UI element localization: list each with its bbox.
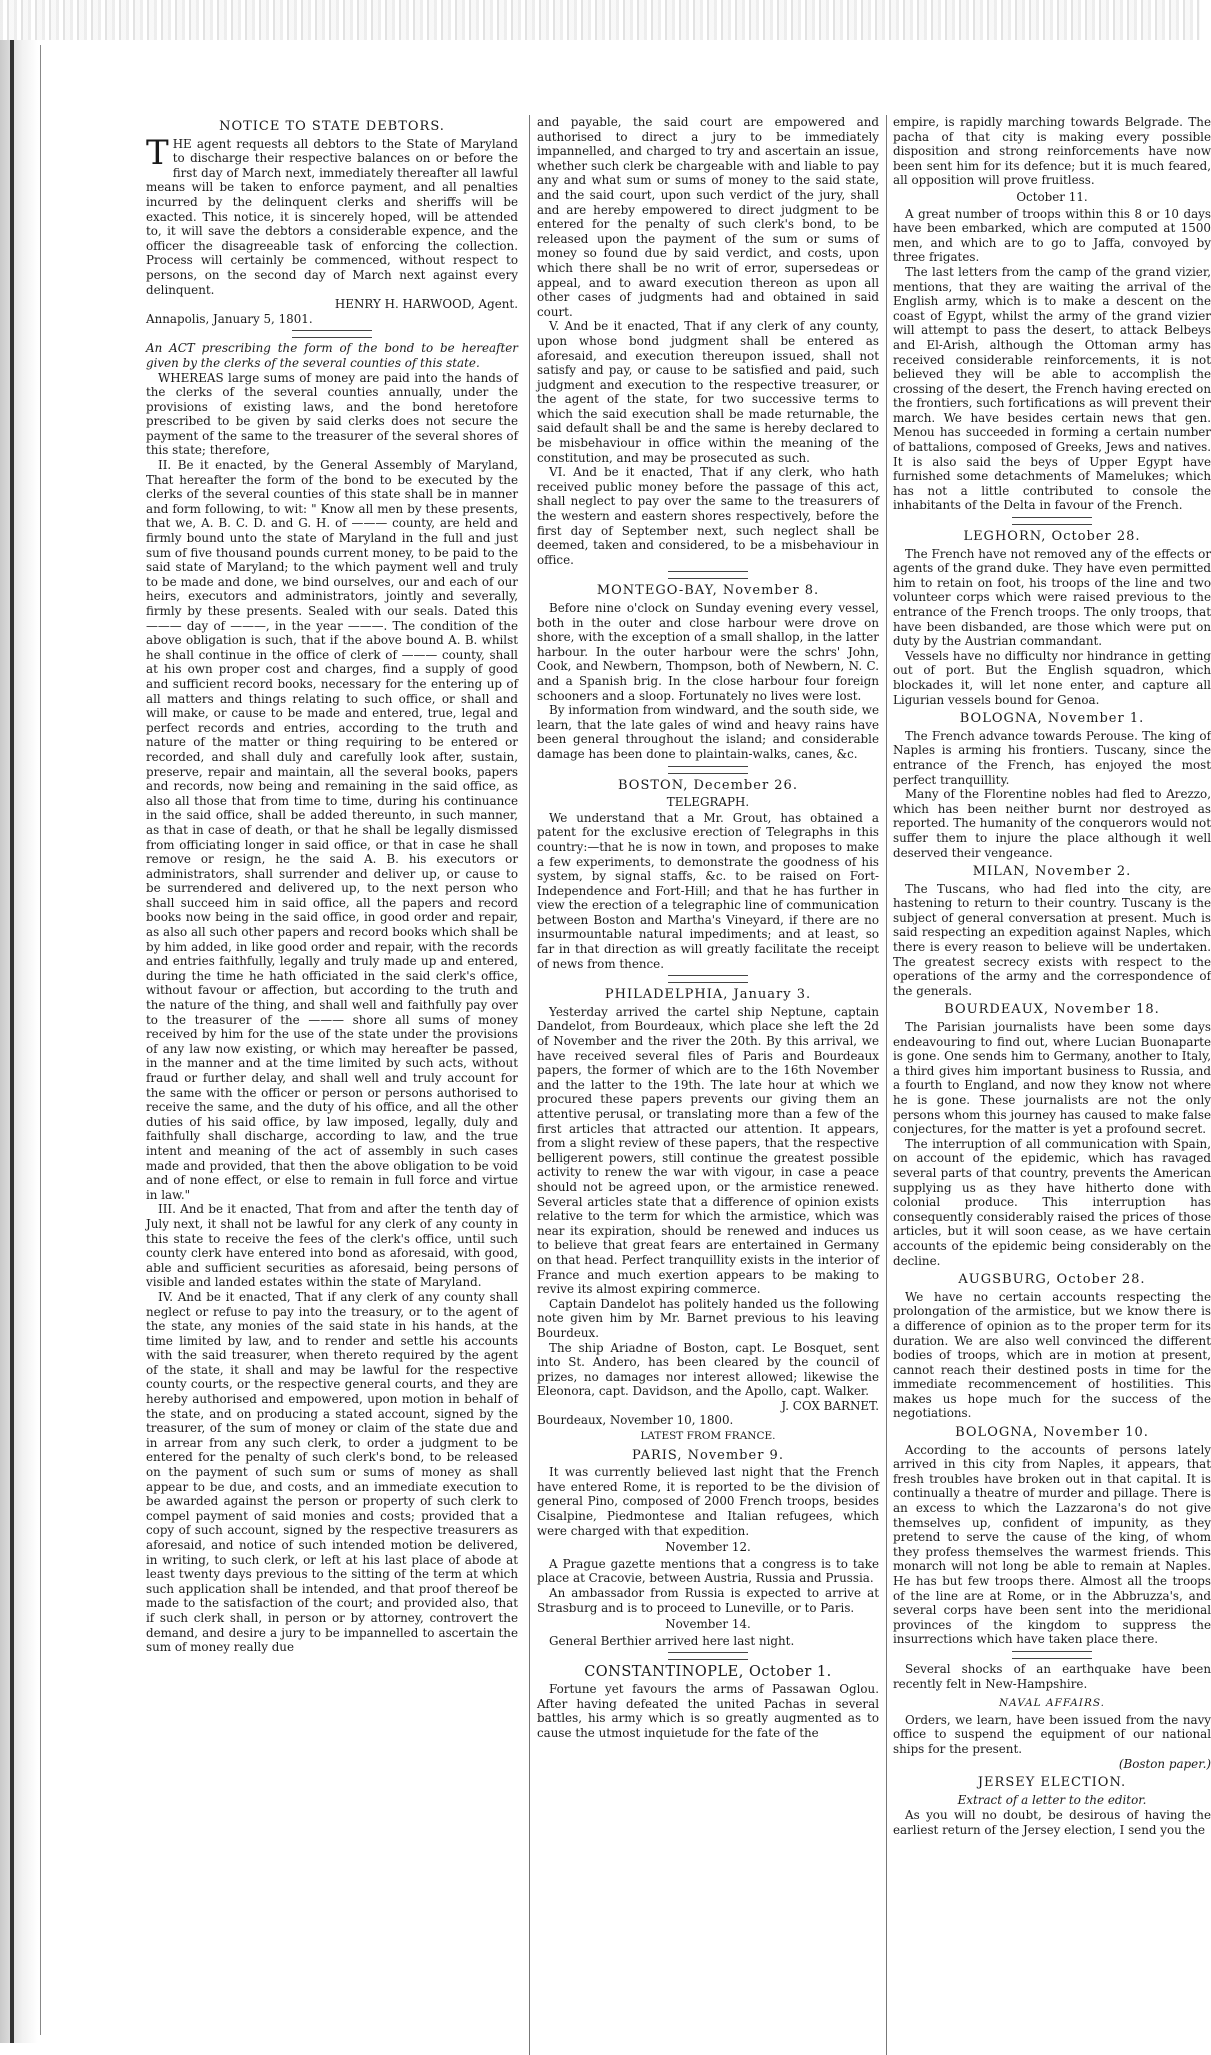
article-paragraph: An ambassador from Russia is expected to arrive at Strasburg and is to proceed to Luneville, or to Paris. xyxy=(537,1586,879,1615)
notice-headline: NOTICE TO STATE DEBTORS. xyxy=(219,119,445,134)
section-divider xyxy=(668,975,748,983)
article-paragraph: The French advance towards Perouse. The king of Naples is arming his frontiers. Tuscany, since the entrance of the French, has enjoyed the most perfect tranquillity. xyxy=(893,728,1211,787)
constantinople-headline: CONSTANTINOPLE, October 1. xyxy=(584,1664,832,1681)
article-paragraph: Orders, we learn, have been issued from the navy office to suspend the equipment of our national ships for the present. xyxy=(893,1712,1211,1756)
notice-body: THE agent requests all debtors to the State of Maryland to discharge their respective balances on or before the first day of March next, immediately thereafter all lawful means will be taken to enforce payment, and all penalties incurred by the delinquent clerks and sheriffs will be exacted. This notice, it is sincerely hoped, will be attended to, it will save the debtors a considerable expence, and the officer the disagreeable task of enforcing the collection. Process will certainly be commenced, without respect to persons, on the second day of March next against every delinquent. xyxy=(146,132,518,297)
section-divider xyxy=(292,330,372,338)
milan-headline: MILAN, November 2. xyxy=(972,864,1132,880)
column-1 xyxy=(146,115,518,1655)
section-divider xyxy=(668,1652,748,1660)
paris-headline: PARIS, November 9. xyxy=(632,1447,784,1463)
section-divider xyxy=(668,571,748,579)
boston-headline: BOSTON, December 26. xyxy=(618,777,798,793)
jersey-subheadline: Extract of a letter to the editor. xyxy=(957,1792,1147,1807)
section-divider xyxy=(1012,1651,1092,1659)
notice-dateline: Annapolis, January 5, 1801. xyxy=(146,311,313,326)
article-paragraph: The ship Ariadne of Boston, capt. Le Bosquet, sent into St. Andero, has been cleared by the council of prizes, no damages nor interest allowed; likewise the Eleonora, capt. Davidson, and the Apollo, capt. Walker. xyxy=(537,1340,879,1399)
constantinople-date: October 11. xyxy=(1016,189,1088,204)
article-paragraph: As you will no doubt, be desirous of having the earliest return of the Jersey election, I send you the xyxy=(893,1808,1211,1837)
naval-credit: (Boston paper.) xyxy=(1118,1756,1211,1771)
section-divider xyxy=(668,766,748,774)
column-2 xyxy=(537,115,879,1740)
act-paragraph: V. And be it enacted, That if any clerk of any county, upon whose bond judgment shall be entered as aforesaid, and execution thereupon issued, shall not satisfy and pay, or cause to be satisfied and paid, such judgment and execution to the respective treasurer, or the agent of the state, for two successive terms to which the said execution shall be made returnable, the said default shall be and the same is hereby declared to be misbehaviour in office within the meaning of the constitution, and may be prosecuted as such. xyxy=(537,319,879,465)
article-paragraph: General Berthier arrived here last night. xyxy=(549,1633,795,1648)
article-paragraph: The last letters from the camp of the grand vizier, mentions, that they are waiting the arrival of the English army, which is to make a descent on the coast of Egypt, whilst the army of the grand vizier will attempt to pass the desert, to attack Belbeys and El-Arish, although the Ottoman army has received considerable reinforcements, it is not believed they will be able to accomplish the crossing of the desert, the French having erected on the frontiers, such fortifications as will prevent their march. We have besides certain news that gen. Menou has succeeded in forming a certain number of battalions, composed of Greeks, Jews and natives. It is also said the beys of Upper Egypt have furnished some detachments of Mamelukes; which has not a little contributed to console the inhabitants of the Delta in favour of the French. xyxy=(893,264,1211,513)
act-paragraph: III. And be it enacted, That from and after the tenth day of July next, it shall not be lawful for any clerk of any county in this state to receive the fees of the clerk's office, until such county clerk have entered into bond as aforesaid, with good, able and sufficient securities as aforesaid, being persons of visible and landed estates within the state of Maryland. xyxy=(146,1202,518,1290)
article-paragraph: Captain Dandelot has politely handed us the following note given him by Mr. Barnet previous to his leaving Bourdeux. xyxy=(537,1296,879,1340)
article-paragraph: The Parisian journalists have been some days endeavouring to find out, where Lucian Buonaparte is gone. One sends him to Germany, another to Italy, a third gives him important business to Russia, and a fourth to England, and now they know not where he is gone. These journalists are not the only persons whom this journey has caused to make false conjectures, for the matter is yet a profound secret. xyxy=(893,1020,1211,1137)
scan-top-edge xyxy=(0,0,1200,40)
column-rule xyxy=(886,115,887,2055)
article-paragraph: A Prague gazette mentions that a congress is to take place at Cracovie, between Austria, Russia and Prussia. xyxy=(537,1556,879,1586)
binding-margin xyxy=(0,40,38,2043)
article-paragraph: Before nine o'clock on Sunday evening every vessel, both in the outer and close harbour were drove on shore, with the exception of a small shallop, in the latter harbour. In the outer harbour were the schrs' John, Cook, and Newbern, Thompson, both of Newbern, N. C. and a Spanish brig. In the close harbour four foreign schooners and a sloop. Fortunately no lives were lost. xyxy=(537,601,879,703)
bologna-headline: BOLOGNA, November 1. xyxy=(959,711,1145,727)
act-title: An ACT prescribing the form of the bond to be hereafter given by the clerks of the several counties of this state. xyxy=(146,341,518,370)
bologna-headline: BOLOGNA, November 10. xyxy=(955,1425,1149,1441)
notice-dropcap: T xyxy=(146,132,169,173)
augsburg-headline: AUGSBURG, October 28. xyxy=(958,1272,1146,1288)
column-rule xyxy=(529,115,530,2055)
bourdeaux-headline: BOURDEAUX, November 18. xyxy=(944,1002,1160,1018)
paris-date: November 12. xyxy=(665,1540,751,1555)
article-paragraph: According to the accounts of persons lately arrived in this city from Naples, it appears, that fresh troubles have broken out in that capital. It is continually a theatre of murder and pillage. There is an excess to which the Lazzarona's do not give themselves up, confident of impunity, as they pretend to serve the cause of the king, of whom they profess themselves the warmest friends. This monarch will not long be able to remain at Naples. He has but few troops there. Almost all the troops of the line are at Rome, or in the Abbruzza's, and several corps have been sent into the meridional provinces of the kingdom to suppress the insurrections which have taken place there. xyxy=(893,1442,1211,1647)
notice-signature: HENRY H. HARWOOD, Agent. xyxy=(334,297,518,312)
paris-date: November 14. xyxy=(665,1617,751,1632)
article-paragraph: It was currently believed last night that the French have entered Rome, it is reported to be the division of general Pino, composed of 2000 French troops, besides Cisalpine, Piedmontese and Italian refugees, which were charged with that expedition. xyxy=(537,1465,879,1538)
article-paragraph: Fortune yet favours the arms of Passawan Oglou. After having defeated the united Pachas in several battles, his army which is so greatly augmented as to cause the utmost inquietude for the fate of the xyxy=(537,1681,879,1740)
article-paragraph: By information from windward, and the south side, we learn, that the late gales of wind and heavy rains have been general throughout the island; and considerable damage has been done to plaintain-walks, canes, &c. xyxy=(537,703,879,761)
philadelphia-headline: PHILADELPHIA, January 3. xyxy=(604,987,812,1003)
act-paragraph: WHEREAS large sums of money are paid into the hands of the clerks of the several counties annually, under the provisions of existing laws, and the bond heretofore prescribed to be given by said clerks does not secure the payment of the same to the treasurer of the several shores of this state; therefore, xyxy=(146,370,518,458)
article-paragraph: Vessels have no difficulty nor hindrance in getting out of port. But the English squadron, which blockades it, will let none enter, and capture all Ligurian vessels bound for Genoa. xyxy=(893,648,1211,707)
article-paragraph: Several shocks of an earthquake have been recently felt in New-Hampshire. xyxy=(893,1661,1211,1691)
naval-affairs-headline: NAVAL AFFAIRS. xyxy=(998,1697,1106,1710)
article-paragraph: The French have not removed any of the effects or agents of the grand duke. They have even permitted him to retain on foot, his troops of the line and two volunteer corps which were raised previous to the entrance of the French troops. The only troops, that have been disbanded, are those which were put on duty by the Austrian commandant. xyxy=(893,546,1211,649)
article-paragraph: A great number of troops within this 8 or 10 days have been embarked, which are computed at 1500 men, and which are to go to Jaffa, convoyed by three frigates. xyxy=(893,206,1211,265)
act-paragraph: IV. And be it enacted, That if any clerk of any county shall neglect or refuse to pay into the treasury, or to the agent of the state, any monies of the said state in his hands, at the time limited by law, and to render and settle his accounts with the said treasurer, when thereto required by the agent of the state, it shall and may be lawful for the respective county courts, or the respective general courts, and they are hereby authorised and empowered, upon motion in behalf of the state, and on producing a stated account, signed by the treasurer, of the sum of money or claim of the state due and in arrear from any such clerk, to order a judgment to be entered for the penalty of such clerk's bond, to be released on the payment of such sum or sums of money as shall appear to be due, and costs, and an immediate execution to be awarded against the person or property of such clerk to compel payment of said monies and costs; provided that a copy of such account, signed by the respective treasurers as aforesaid, and notice of such intended motion be delivered, in writing, to such clerk, or left at his last place of abode at least twenty days previous to the sitting of the term at which such application shall be intended, and that proof thereof be made to the satisfaction of the court; and provided also, that if such clerk shall, in person or by attorney, controvert the demand, and desire a jury to be impannelled to ascertain the sum of money really due xyxy=(146,1289,518,1655)
article-paragraph: empire, is rapidly marching towards Belgrade. The pacha of that city is making every possible disposition and strong reinforcements have now been sent him for its defence; but it is much feared, all opposition will prove fruitless. xyxy=(893,115,1211,188)
barnet-dateline: Bourdeaux, November 10, 1800. xyxy=(537,1413,734,1428)
montego-headline: MONTEGO-BAY, November 8. xyxy=(596,583,820,599)
column-3 xyxy=(893,115,1211,1838)
article-paragraph: Yesterday arrived the cartel ship Neptune, captain Dandelot, from Bourdeaux, which place she left the 2d of November and the river the 20th. By this arrival, we have received several files of Paris and Bourdeaux papers, the former of which are to the 16th November and the latter to the 19th. The late hour at which we procured these papers prevents our giving them an attentive perusal, or translating more than a few of the first articles that attracted our attention. It appears, from a slight review of these papers, that the respective belligerent powers, still continue the greatest possible activity to renew the war with vigour, in case a peace should not be agreed upon, or the armistice renewed. Several articles state that a difference of opinion exists relative to the term for which the armistice, which was near its expiration, should be renewed and induces us to believe that great fears are entertained in Germany on that head. Perfect tranquillity exists in the interior of France and much exertion appears to be making to revive its almost expiring commerce. xyxy=(537,1004,879,1297)
newspaper-page xyxy=(40,45,1211,2035)
article-paragraph: The interruption of all communication with Spain, on account of the epidemic, which has ravaged several parts of that country, prevents the American supplying us as they have hitherto done with colonial produce. This interruption has consequently considerably raised the prices of those articles, but it will soon cease, as we have certain accounts of the epidemic being considerably on the decline. xyxy=(893,1136,1211,1268)
article-paragraph: The Tuscans, who had fled into the city, are hastening to return to their country. Tuscany is the subject of general conversation at present. Much is said respecting an expedition against Naples, which there is every reason to believe will be undertaken. The greatest secrecy exists with respect to the operations of the army and the correspondence of the generals. xyxy=(893,881,1211,998)
boston-subheadline: TELEGRAPH. xyxy=(666,795,750,810)
jersey-election-headline: JERSEY ELECTION. xyxy=(977,1775,1127,1791)
act-paragraph: and payable, the said court are empowered and authorised to direct a jury to be immediately impannelled, and charged to try and ascertain an issue, whether such clerk be chargeable with and liable to pay any and what sum or sums of money to the said state, and the said court, upon such verdict of the jury, shall and are hereby empowered to direct judgment to be entered for the penalty of such clerk's bond, to be released upon the payment of the sum or sums of money so found due by said verdict, and costs, upon which there shall be no writ of error, supersedeas or appeal, and to award execution thereon as upon all other cases of judgments had and obtained in said court. xyxy=(537,115,879,319)
article-paragraph: Many of the Florentine nobles had fled to Arezzo, which has been neither burnt nor destroyed as reported. The humanity of the conquerors would not suffer them to injure the place although it well deserved their vengeance. xyxy=(893,787,1211,860)
leghorn-headline: LEGHORN, October 28. xyxy=(963,529,1141,545)
act-paragraph: II. Be it enacted, by the General Assembly of Maryland, That hereafter the form of the bond to be executed by the clerks of the several counties of this state shall be in manner and form following, to wit: " Know all men by these presents, that we, A. B. C. D. and G. H. of ——— county, are held and firmly bound unto the state of Maryland in the full and just sum of five thousand pounds current money, to be paid to the said state of Maryland; to the which payment well and truly to be made and done, we bind ourselves, our and each of our heirs, executors and administrators, jointly and severally, firmly by these presents. Sealed with our seals. Dated this ——— day of ———, in the year ———. The condition of the above obligation is such, that if the above bound A. B. whilst he shall continue in the office of clerk of ——— county, shall at his own proper cost and charges, find a supply of good and sufficient record books, necessary for the entering up of all matters and things relating to such office, or shall and will make, or cause to be made and entered, true, legal and perfect records and entries, according to the truth and nature of the matter or thing requiring to be entered or recorded, and shall duly and carefully look after, sustain, preserve, repair and maintain, all the several books, papers and records, now being and remaining in the said office, as also all those that from time to time, during his continuance in the said office, shall be added thereunto, in such manner, as that in case of death, or that he shall be legally dismissed from officiating longer in said office, or that in case he shall remove or resign, he the said A. B. his executors or administrators, shall surrender and deliver up, or cause to be surrendered and delivered up, to the next person who shall succeed him in said office, all the papers and record books now being in the said office, in good order and repair, as also all such other papers and record books which shall be by him added, in like good order and repair, with the records and entries faithfully, legally and truly made up and entered, during the time he hath officiated in the said clerk's office, without favour or affection, but according to the truth and the nature of the thing, and shall well and faithfully pay over to the treasurer of the ——— shore all sums of money received by him for the use of the state under the provisions of any law now existing, or which may hereafter be passed, in the manner and at the time limited by such acts, without fraud or further delay, and shall well and truly account for the same with the officer or person or persons authorised to receive the same, and the duty of his office, and all the other duties of his said office, by law imposed, legally, duly and faithfully shall discharge, according to law, and the true intent and meaning of the act of assembly in such cases made and provided, that then the above obligation to be void and of none effect, or else to remain in full force and virtue in law." xyxy=(146,458,518,1202)
barnet-signature: J. COX BARNET. xyxy=(781,1398,879,1413)
section-divider xyxy=(1012,517,1092,525)
article-paragraph: We understand that a Mr. Grout, has obtained a patent for the exclusive erection of Telegraphs in this country:—that he is now in town, and proposes to make a few experiments, to demonstrate the goodness of his system, by signal staffs, &c. to be raised on Fort-Independence and Fort-Hill; and that he has further in view the erection of a telegraphic line of communication between Boston and Martha's Vineyard, if there are no insurmountable natural impediments; and at least, so far in that direction as will greatly facilitate the receipt of news from thence. xyxy=(537,810,879,971)
article-paragraph: We have no certain accounts respecting the prolongation of the armistice, but we know there is a difference of opinion as to the proper term for its duration. We are also well convinced the different bodies of troops, which are in motion at present, cannot reach their destined posts in time for the immediate recommencement of hostilities. This makes us hope much for the success of the negotiations. xyxy=(893,1289,1211,1421)
latest-from-france: LATEST FROM FRANCE. xyxy=(640,1430,776,1443)
act-paragraph: VI. And be it enacted, That if any clerk, who hath received public money before the passage of this act, shall neglect to pay over the same to the treasurers of the western and eastern shores respectively, before the first day of September next, such neglect shall be deemed, taken and considered, to be a misbehaviour in office. xyxy=(537,465,879,567)
